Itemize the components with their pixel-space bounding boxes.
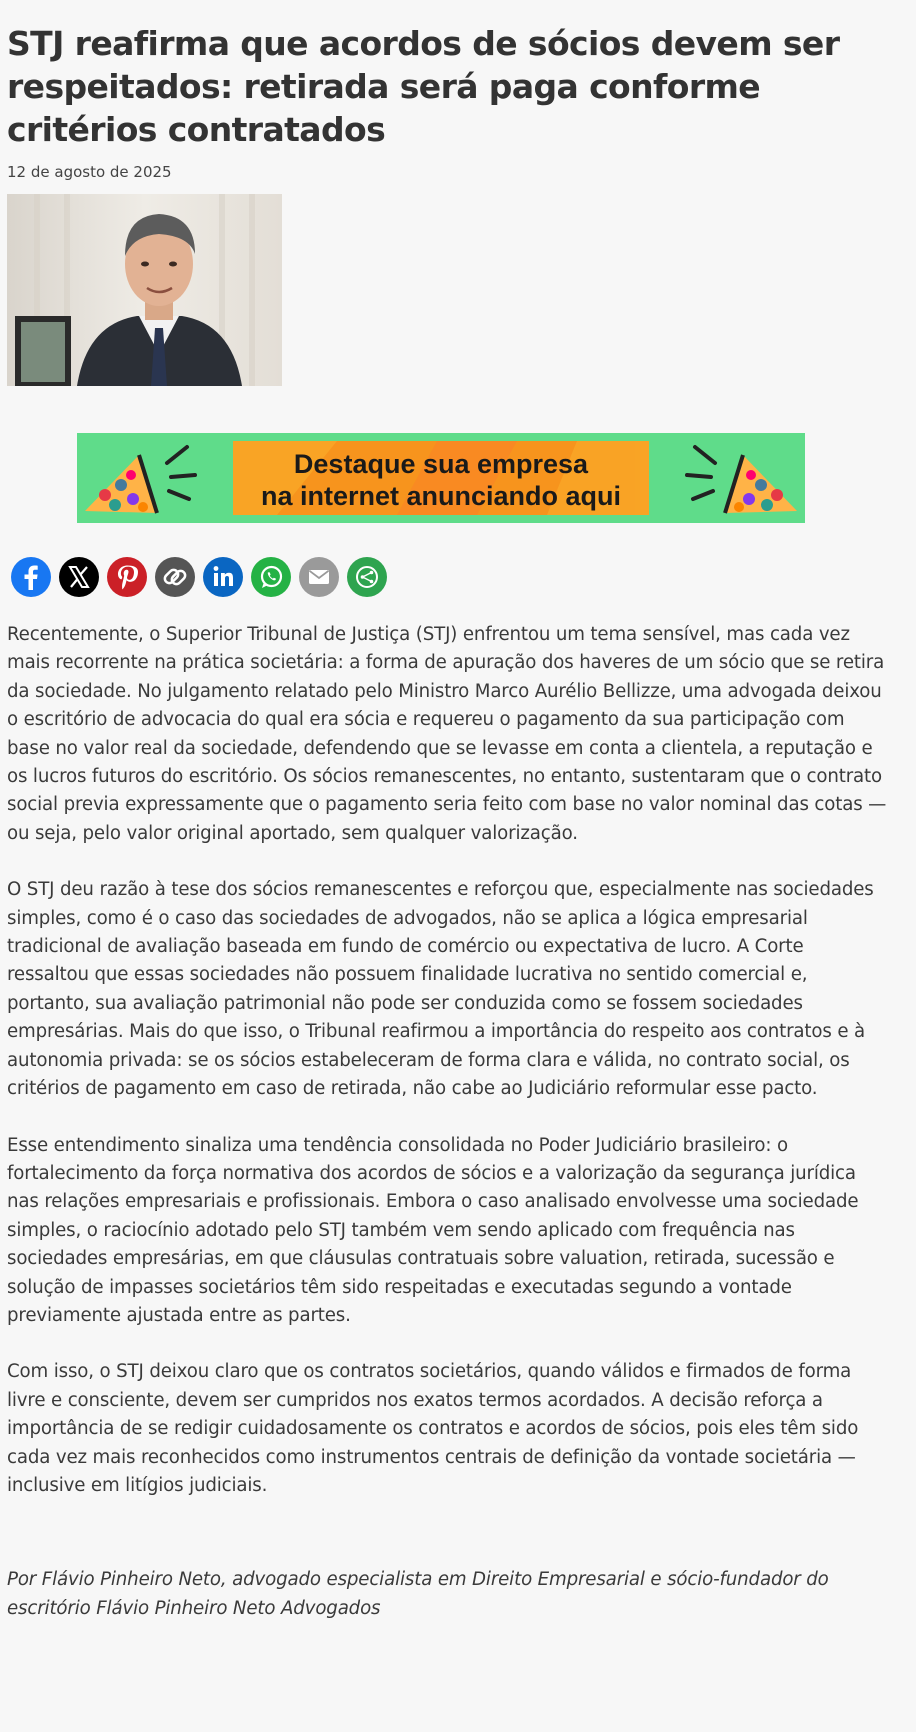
share-whatsapp-button[interactable]	[251, 557, 291, 597]
share-facebook-button[interactable]	[11, 557, 51, 597]
article-body	[7, 621, 887, 1623]
ad-line-1: Destaque sua empresa	[293, 449, 589, 479]
share-linkedin-button[interactable]	[203, 557, 243, 597]
facebook-icon	[11, 557, 51, 597]
share-email-button[interactable]	[299, 557, 339, 597]
share-x-button[interactable]	[59, 557, 99, 597]
linkedin-icon	[203, 557, 243, 597]
x-icon	[59, 557, 99, 597]
article-paragraph: Esse entendimento sinaliza uma tendência consolidada no Poder Judiciário brasileiro: o fortalecimento da força normativa dos acordos de sócios e a valorização da segurança jurídica nas relações empresariais e profissionais. Embora o caso analisado envolvesse uma sociedade simples, o raciocínio adotado pelo STJ também vem sendo aplicado com frequência nas sociedades empresárias, em que cláusulas contratuais sobre valuation, retirada, sucessão e solução de impasses societários têm sido respeitadas e executadas segundo a vontade previamente ajustada entre as partes.	[7, 1134, 859, 1326]
article-byline: Por Flávio Pinheiro Neto, advogado especialista em Direito Empresarial e sócio-fundador do escritório Flávio Pinheiro Neto Advogados	[7, 1569, 829, 1619]
link-icon	[155, 557, 195, 597]
article-paragraph: O STJ deu razão à tese dos sócios remanescentes e reforçou que, especialmente nas sociedades simples, como é o caso das sociedades de advogados, não se aplica a lógica empresarial tradicional de avaliação baseada em fundo de comércio ou expectativa de lucro. A Corte ressaltou que essas sociedades não possuem finalidade lucrativa no sentido comercial e, portanto, sua avaliação patrimonial não pode ser conduzida como se fossem sociedades empresárias. Mais do que isso, o Tribunal reafirmou a importância do respeito aos contratos e à autonomia privada: se os sócios estabeleceram de forma clara e válida, no contrato social, os critérios de pagamento em caso de retirada, não cabe ao Judiciário reformular esse pacto.	[7, 879, 874, 1100]
author-photo	[7, 194, 282, 386]
ad-line-2: na internet anunciando aqui	[260, 481, 622, 511]
copy-link-button[interactable]	[155, 557, 195, 597]
whatsapp-icon	[251, 557, 291, 597]
article-date: 12 de agosto de 2025	[7, 163, 172, 181]
share-buttons	[7, 557, 909, 597]
envelope-icon	[299, 557, 339, 597]
article-title: STJ reafirma que acordos de sócios devem ser respeitados: retirada será paga conforme critérios contratados	[7, 24, 840, 149]
ad-container	[7, 433, 909, 523]
pinterest-icon	[107, 557, 147, 597]
article-paragraph: Com isso, o STJ deixou claro que os contratos societários, quando válidos e firmados de forma livre e consciente, devem ser cumpridos nos exatos termos acordados. A decisão reforça a importância de se redigir cuidadosamente os contratos e acordos de sócios, pois eles têm sido cada vez mais reconhecidos como instrumentos centrais de definição da vontade societária — inclusive em litígios judiciais.	[7, 1361, 859, 1496]
ad-banner[interactable]	[77, 433, 805, 523]
share-pinterest-button[interactable]	[107, 557, 147, 597]
share-more-icon	[347, 557, 387, 597]
share-more-button[interactable]	[347, 557, 387, 597]
article-paragraph: Recentemente, o Superior Tribunal de Justiça (STJ) enfrentou um tema sensível, mas cada vez mais recorrente na prática societária: a forma de apuração dos haveres de um sócio que se retira da sociedade. No julgamento relatado pelo Ministro Marco Aurélio Bellizze, uma advogada deixou o escritório de advocacia do qual era sócia e requereu o pagamento da sua participação com base no valor real da sociedade, defendendo que se levasse em conta a clientela, a reputação e os lucros futuros do escritório. Os sócios remanescentes, no entanto, sustentaram que o contrato social previa expressamente que o pagamento seria feito com base no valor nominal das cotas — ou seja, pelo valor original aportado, sem qualquer valorização.	[7, 624, 887, 844]
